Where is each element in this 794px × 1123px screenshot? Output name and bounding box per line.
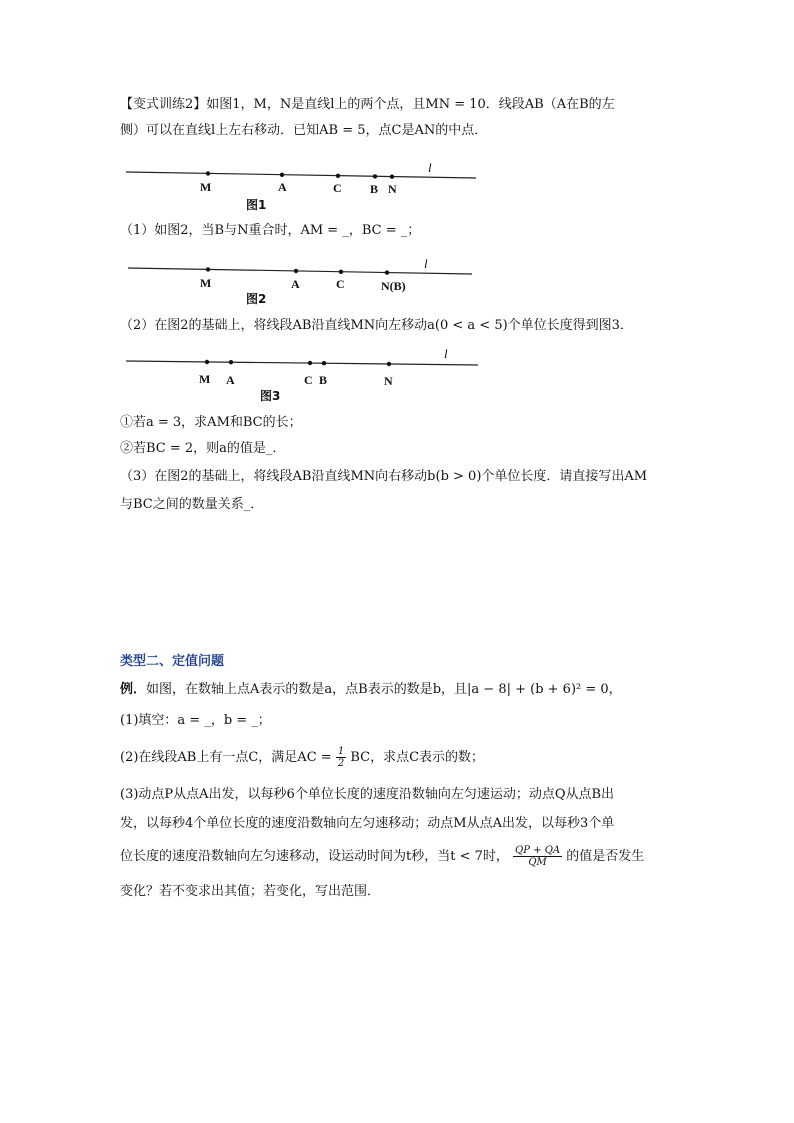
eq3-fraction — [513, 845, 562, 868]
fig1-point-a — [280, 173, 284, 177]
fig1-line-label: l — [428, 160, 432, 175]
question-2-2: ②若BC = 2，则a的值是_． — [120, 441, 286, 456]
fig1-caption: 图1 — [246, 198, 267, 212]
example-prefix: 例． — [120, 682, 147, 697]
fig3-line-label: l — [444, 346, 448, 361]
fig1-label-c: C — [333, 181, 342, 195]
fig1-point-b — [373, 174, 377, 178]
eq2-fraction-denominator: 2 — [337, 758, 345, 769]
example-question-3-line-1: (3)动点P从点A出发，以每秒6个单位长度的速度沿数轴向左匀速运动；动点Q从点B出 — [120, 787, 615, 802]
section-heading: 类型二、定值问题 — [120, 654, 225, 669]
example-question-3-line-2: 发，以每秒4个单位长度的速度沿数轴向左匀速移动；动点M从点A出发，以每秒3个单 — [120, 816, 615, 831]
eq3-fraction-numerator: QP + QA — [515, 845, 561, 856]
fig2-point-c — [339, 270, 343, 274]
fig1-label-b: B — [370, 182, 379, 196]
fig2-point-a — [294, 269, 298, 273]
example-question-3-line-3 — [120, 845, 644, 868]
fig1-point-m — [206, 171, 210, 175]
fig1-point-c — [336, 174, 340, 178]
example-statement — [120, 681, 622, 699]
eq3-suffix: 的值是否发生 — [566, 849, 645, 864]
eq3-fraction-denominator: QM — [528, 857, 547, 868]
fig2-line — [128, 268, 472, 274]
question-2: （2）在图2的基础上，将线段AB沿直线MN向左移动a(0 < a < 5)个单位长度得到图3． — [120, 318, 633, 333]
fig3-label-m: M — [199, 372, 211, 386]
example-question-2 — [120, 746, 484, 769]
example-question-3-line-4: 变化？若不变求出其值；若变化，写出范围． — [120, 884, 381, 899]
fig2-line-label: l — [424, 256, 428, 271]
eq2-fraction — [336, 746, 346, 769]
fig2-label-m: M — [200, 276, 212, 290]
fig1-label-n: N — [388, 182, 397, 196]
fig2-label-c: C — [336, 277, 345, 291]
fig3-point-m — [205, 360, 209, 364]
fig3-point-b — [322, 361, 326, 365]
eq2-fraction-numerator: 1 — [337, 746, 345, 757]
question-3-line-2: 与BC之间的数量关系_． — [120, 497, 264, 512]
fig2-point-nb — [385, 270, 389, 274]
fig3-point-n — [387, 362, 391, 366]
fig1-label-a: A — [278, 180, 287, 194]
fig3-caption: 图3 — [260, 389, 281, 403]
fig2-label-nb: N(B) — [381, 279, 406, 293]
fig2-point-m — [206, 267, 210, 271]
fig1-line — [126, 172, 476, 178]
question-3-line-1: （3）在图2的基础上，将线段AB沿直线MN向右移动b(b > 0)个单位长度．请直接写出AM — [120, 469, 648, 484]
eq2-prefix: (2)在线段AB上有一点C，满足AC = — [120, 750, 332, 765]
fig3-label-c: C — [304, 373, 313, 387]
eq3-prefix: 位长度的速度沿数轴向左匀速移动，设运动时间为t秒，当t < 7时， — [120, 849, 509, 864]
intro-line-1: 【变式训练2】如图1，M，N是直线l上的两个点，且MN = 10．线段AB（A在B的左 — [120, 97, 615, 112]
intro-line-2: 侧）可以在直线l上左右移动．已知AB = 5，点C是AN的中点． — [120, 123, 488, 138]
fig3-label-b: B — [319, 373, 328, 387]
eq2-suffix: BC，求点C表示的数； — [350, 750, 485, 765]
example-text: 如图，在数轴上点A表示的数是a，点B表示的数是b，且|a − 8| + (b + 6)² = 0， — [146, 682, 622, 697]
fig1-label-m: M — [200, 180, 212, 194]
fig3-point-a — [229, 360, 233, 364]
example-question-1: (1)填空：a = _，b = _； — [120, 713, 271, 728]
fig3-label-n: N — [384, 374, 393, 388]
fig1-point-n — [390, 175, 394, 179]
fig3-line — [126, 361, 478, 365]
fig3-point-c — [308, 361, 312, 365]
question-1: （1）如图2，当B与N重合时，AM = _，BC = _； — [120, 223, 421, 238]
question-2-1: ①若a = 3，求AM和BC的长； — [120, 415, 302, 430]
fig3-label-a: A — [226, 373, 235, 387]
fig2-caption: 图2 — [246, 292, 267, 306]
fig2-label-a: A — [291, 277, 300, 291]
